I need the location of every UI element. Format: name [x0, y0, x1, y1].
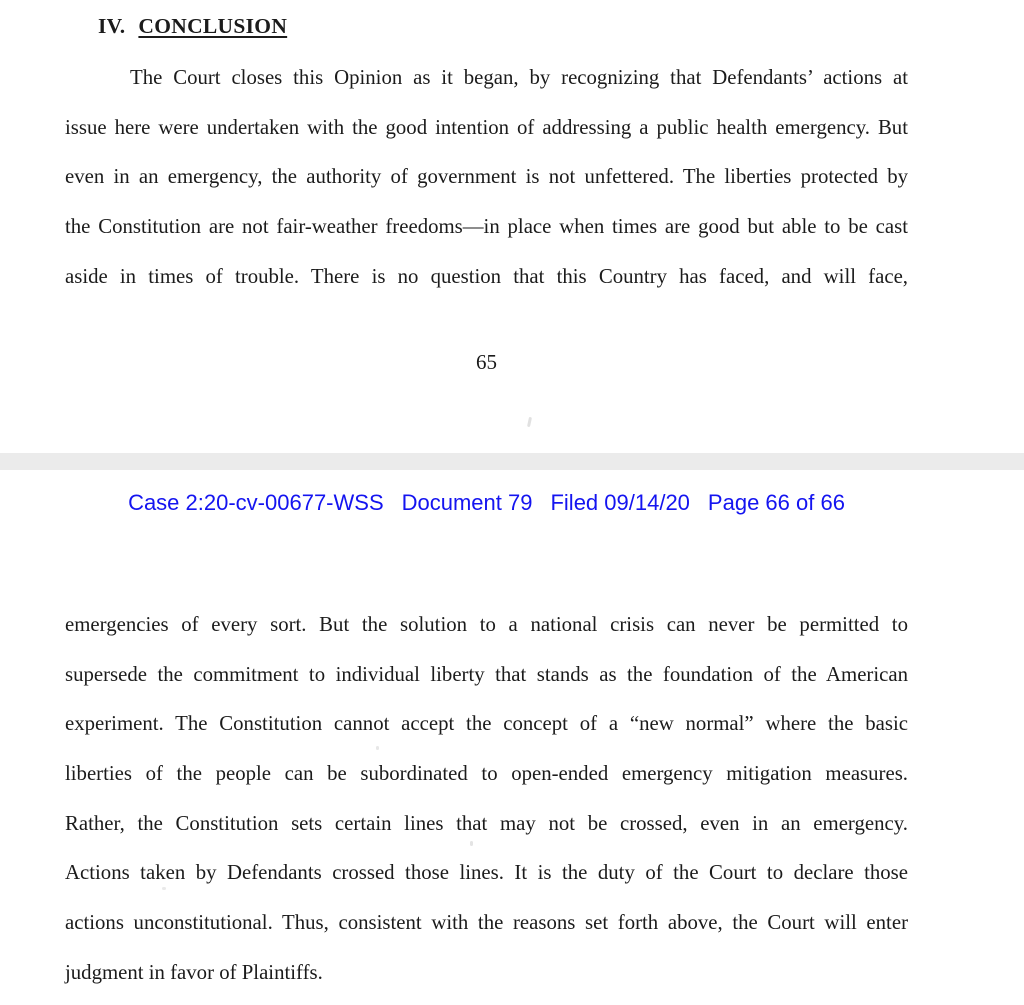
page-number: 65 — [476, 350, 497, 374]
body-line: actions unconstitutional. Thus, consistent with the reasons set forth above, the Court will enter — [65, 911, 908, 935]
stamp-document-number[interactable]: Document 79 — [401, 490, 533, 515]
ecf-filing-stamp[interactable] — [65, 490, 908, 516]
page66-paragraph — [65, 600, 908, 998]
body-line: the Constitution are not fair-weather freedoms—in place when times are good but able to be cast — [65, 215, 908, 239]
stamp-case-number[interactable]: Case 2:20-cv-00677-WSS — [128, 490, 384, 515]
body-line: experiment. The Constitution cannot accept the concept of a “new normal” where the basic — [65, 712, 908, 736]
body-line: supersede the commitment to individual liberty that stands as the foundation of the American — [65, 662, 908, 686]
body-line: aside in times of trouble. There is no question that this Country has faced, and will face, — [65, 264, 908, 288]
scan-artifact — [527, 417, 532, 427]
body-line: Actions taken by Defendants crossed those lines. It is the duty of the Court to declare those — [65, 861, 908, 885]
page65-paragraph — [65, 53, 908, 301]
body-line: liberties of the people can be subordinated to open-ended emergency mitigation measures. — [65, 762, 908, 786]
body-line: Rather, the Constitution sets certain lines that may not be crossed, even in an emergency. — [65, 811, 908, 835]
body-line: emergencies of every sort. But the solution to a national crisis can never be permitted to — [65, 613, 908, 636]
stamp-filed-date[interactable]: Filed 09/14/20 — [550, 490, 690, 515]
body-line: issue here were undertaken with the good intention of addressing a public health emergency. But — [65, 115, 908, 139]
body-line: even in an emergency, the authority of government is not unfettered. The liberties protected by — [65, 165, 908, 189]
body-line: The Court closes this Opinion as it began, by recognizing that Defendants’ actions at — [130, 66, 908, 89]
section-heading — [98, 14, 287, 39]
stamp-page-count[interactable]: Page 66 of 66 — [707, 490, 845, 515]
section-title: CONCLUSION — [138, 14, 288, 38]
body-line: judgment in favor of Plaintiffs. — [65, 960, 323, 984]
page-separator-band — [0, 453, 1024, 470]
section-number: IV. — [98, 14, 126, 38]
